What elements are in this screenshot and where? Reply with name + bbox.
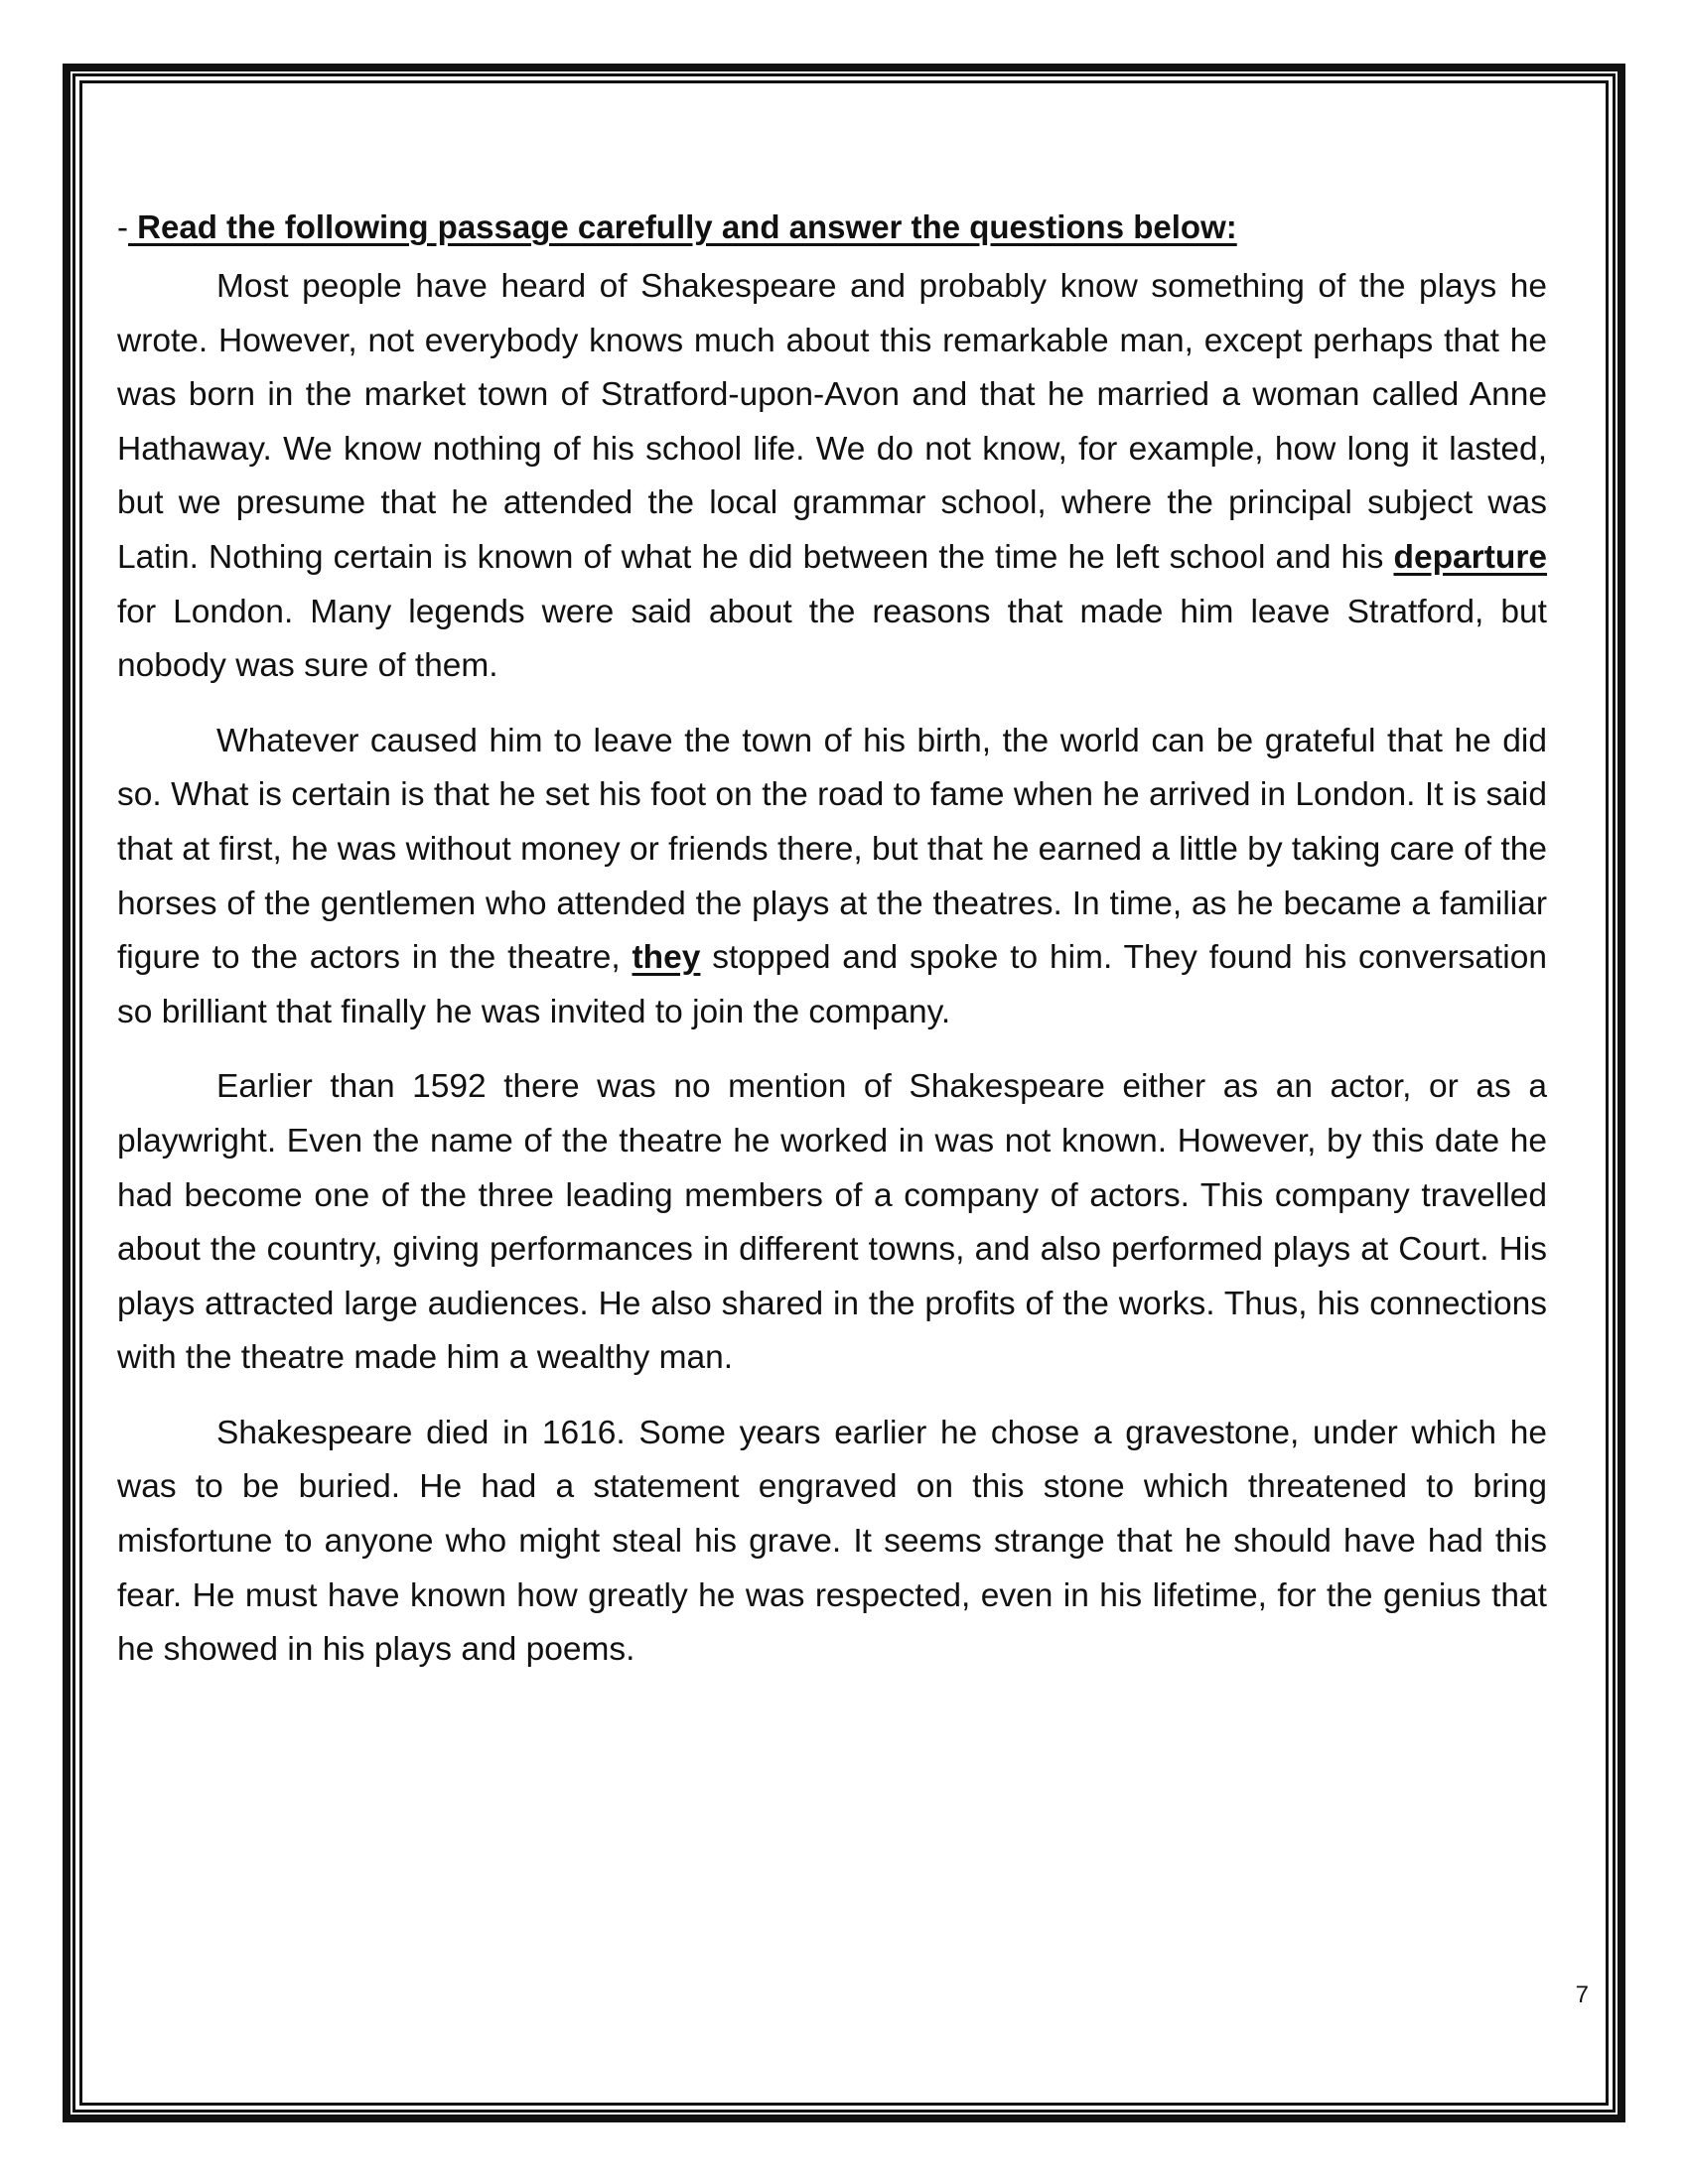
- paragraph-2-text-end: stopped and spoke to him. They found his conversation so brilliant that finally he was invited to join the company.: [117, 939, 1547, 1030]
- paragraph-4: Shakespeare died in 1616. Some years earlier he chose a gravestone, under which he was to be buried. He had a statement engraved on this stone which threatened to bring misfortune to anyone who might steal his grave. It seems strange that he should have had this fear. He must have known how greatly he was respected, even in his lifetime, for the genius that he showed in his plays and poems.: [117, 1414, 1547, 1669]
- paragraph-2: [117, 715, 1547, 1040]
- instruction-line: [117, 201, 1547, 254]
- paragraph-1-text-start: Most people have heard of Shakespeare and probably know something of the plays he wrote. However, not everybody knows much about this remarkable man, except perhaps that he was born in the market town of Stratford-upon-Avon and that he married a woman called Anne Hathaway. We know nothing of his school life. We do not know, for example, how long it lasted, but we presume that he attended the local grammar school, where the principal subject was Latin. Nothing certain is known of what he did between the time he left school and his: [117, 268, 1547, 576]
- instruction-heading: Read the following passage carefully and answer the questions below:: [128, 208, 1237, 245]
- keyword-they: they: [632, 939, 701, 977]
- page-number: 7: [1575, 1981, 1589, 2008]
- paragraph-2-text-start: Whatever caused him to leave the town of his birth, the world can be grateful that he did so. What is certain is that he set his foot on the road to fame when he arrived in London. It is said that at first, he was without money or friends there, but that he earned a little by taking care of the horses of the gentlemen who attended the plays at the theatres. In time, as he became a familiar figure to the actors in the theatre,: [117, 722, 1547, 977]
- passage-content: [117, 201, 1547, 1699]
- paragraph-3: Earlier than 1592 there was no mention of Shakespeare either as an actor, or as a playwright. Even the name of the theatre he worked in was not known. However, by this date he had become one of the three leading members of a company of actors. This company travelled about the country, giving performances in different towns, and also performed plays at Court. His plays attracted large audiences. He also shared in the profits of the works. Thus, his connections with the theatre made him a wealthy man.: [117, 1068, 1547, 1377]
- paragraph-1-text-end: for London. Many legends were said about the reasons that made him leave Stratford, but nobody was sure of them.: [117, 593, 1547, 685]
- paragraph-1: [117, 260, 1547, 694]
- instruction-dash: -: [117, 208, 128, 245]
- keyword-departure: departure: [1393, 538, 1547, 576]
